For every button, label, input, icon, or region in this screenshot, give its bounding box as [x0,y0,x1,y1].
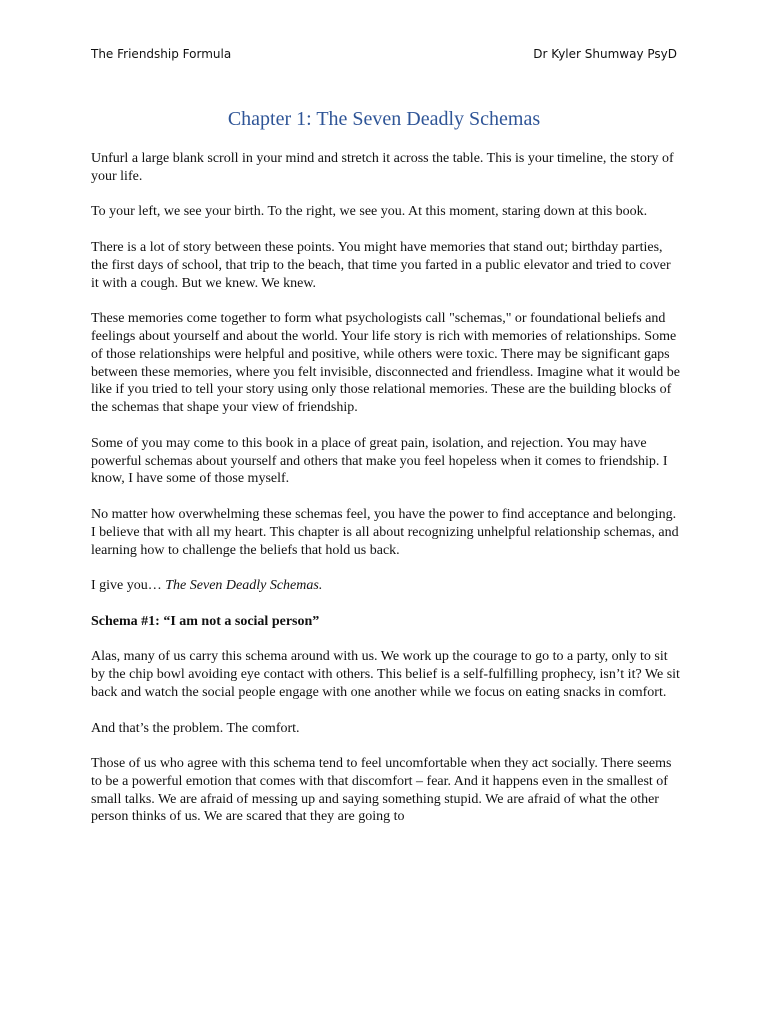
paragraph: And that’s the problem. The comfort. [91,720,300,736]
header-book-title: The Friendship Formula [91,47,232,61]
paragraph: Unfurl a large blank scroll in your mind and stretch it across the table. This is your timeline, the story of your life. [91,151,674,184]
paragraph: No matter how overwhelming these schemas feel, you have the power to find acceptance and belonging. I believe that with all my heart. This chapter is all about recognizing unhelpful relationship schemas, and learning how to challenge the beliefs that hold us back. [91,506,679,558]
paragraph: Those of us who agree with this schema tend to feel uncomfortable when they act socially. There seems to be a powerful emotion that comes with that discomfort – fear. And it happens even in the smallest of small talks. We are afraid of messing up and saying something stupid. We are afraid of what the other person thinks of us. We are scared that they are going to [91,756,672,825]
paragraph: To your left, we see your birth. To the right, we see you. At this moment, staring down at this book. [91,204,648,220]
intro-lead: I give you… [91,578,166,594]
header-author: Dr Kyler Shumway PsyD [533,47,677,61]
paragraph: Some of you may come to this book in a place of great pain, isolation, and rejection. You may have powerful schemas about yourself and others that make you feel hopeless when it comes to friendship. I know, I have some of those myself. [91,435,668,487]
intro-italic: The Seven Deadly Schemas. [165,578,323,594]
paragraph: These memories come together to form what psychologists call "schemas," or foundational beliefs and feelings about yourself and about the world. Your life story is rich with memories of relationships. Some of those relationships were helpful and positive, while others were toxic. There may be significant gaps between these memories, where you felt invisible, disconnected and friendless. Imagine what it would be like if you tried to tell your story using only those relational memories. These are the building blocks of the schemas that shape your view of friendship. [91,311,680,416]
paragraph: Alas, many of us carry this schema around with us. We work up the courage to go to a party, only to sit by the chip bowl avoiding eye contact with others. This belief is a self-fulfilling prophecy, isn’t it? We sit back and watch the social people engage with one another while we focus on eating snacks in comfort. [91,649,680,700]
running-header [91,47,677,61]
paragraph: There is a lot of story between these points. You might have memories that stand out; birthday parties, the first days of school, that trip to the beach, that time you farted in a public elevator and tried to cover it with a cough. But we knew. We knew. [91,239,671,291]
intro-line [91,577,681,595]
chapter-title: Chapter 1: The Seven Deadly Schemas [227,108,541,130]
body-text [91,150,681,844]
schema-heading: Schema #1: “I am not a social person” [91,613,320,629]
